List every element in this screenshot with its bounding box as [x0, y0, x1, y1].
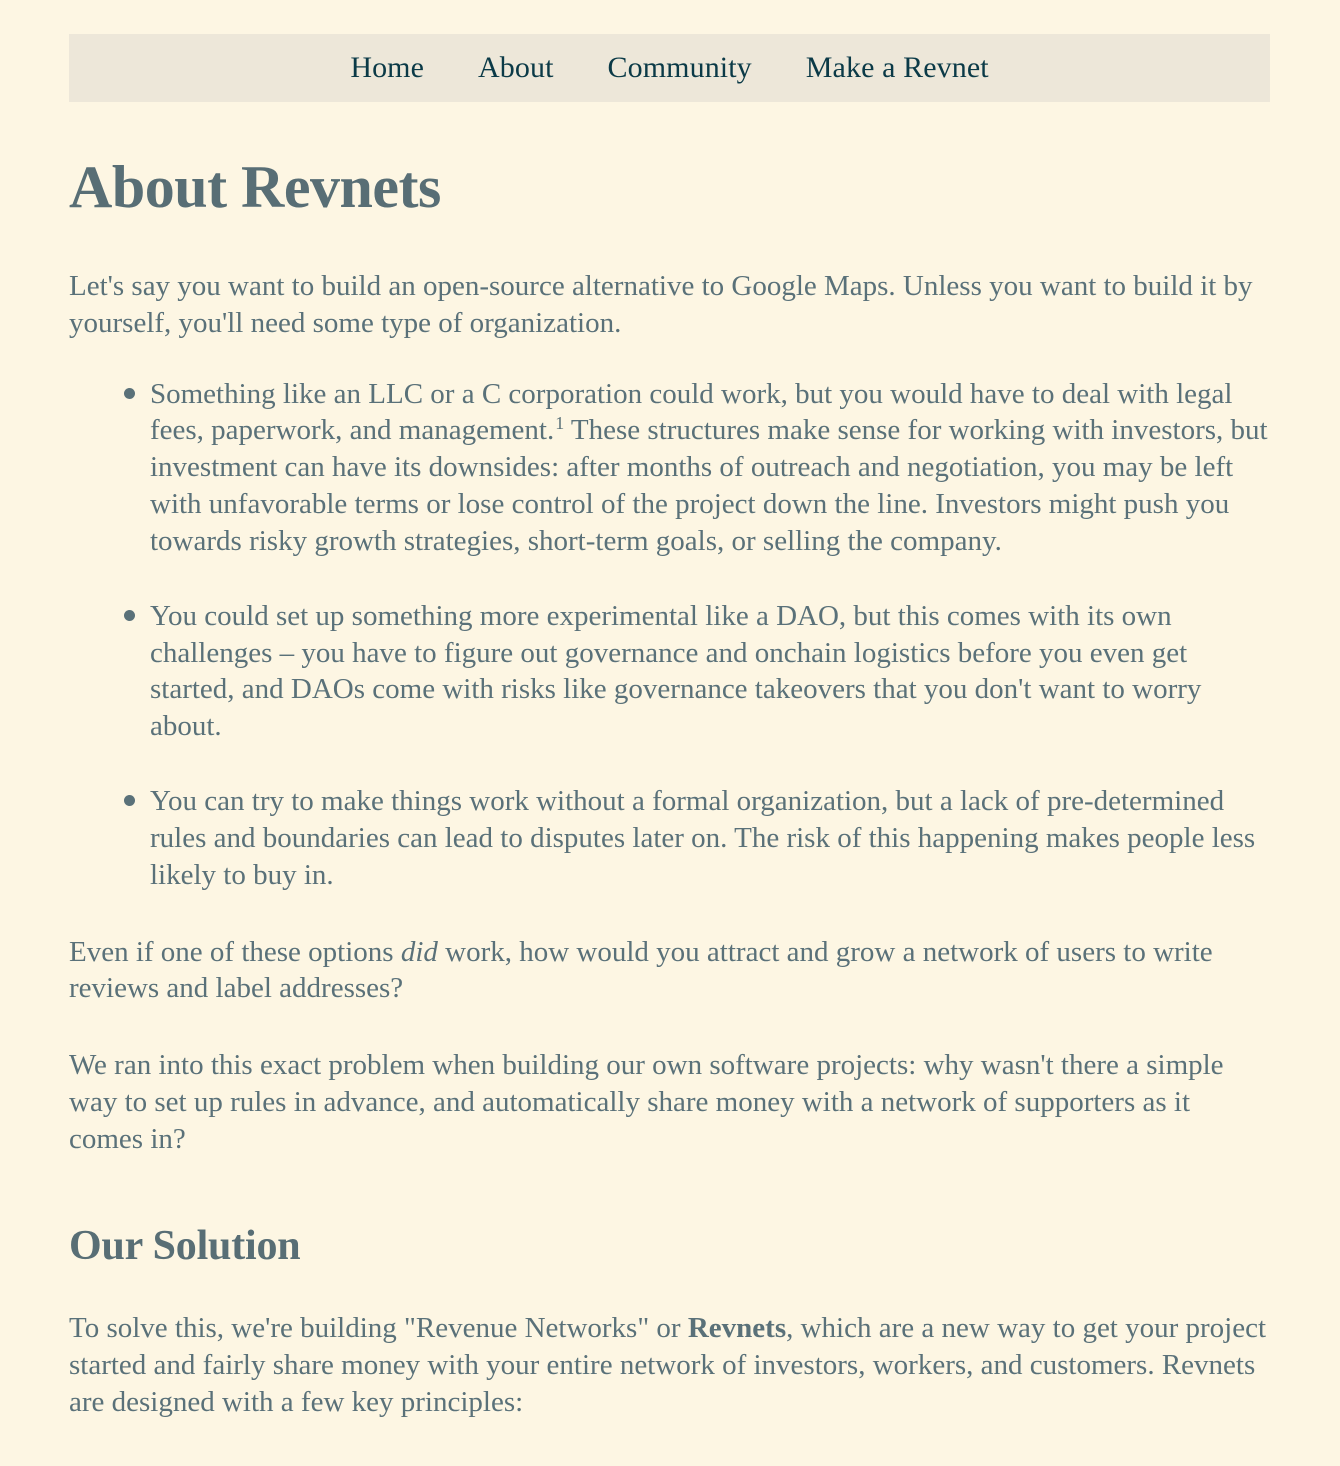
bullet-text-part: Something like an LLC or a C corporation could work, but you would have to deal with legal fees, paperwork, and management.: [150, 377, 1233, 447]
intro-paragraph: Let's say you want to build an open-source alternative to Google Maps. Unless you want to build it by yourself, you'll need some type of organization.: [69, 270, 1253, 339]
problem-bullet-list: [69, 376, 1270, 894]
list-item: [69, 783, 1270, 893]
bullet-text-part: You can try to make things work without a formal organization, but a lack of pre-determined rules and boundaries can lead to disputes later on. The risk of this happening makes people less likely to buy in.: [150, 785, 1256, 891]
page-title: About Revnets: [69, 154, 441, 220]
nav-link-community[interactable]: Community: [607, 51, 752, 84]
paragraph-text-part: Even if one of these options: [69, 935, 401, 968]
even-if-paragraph: [69, 934, 1270, 1008]
article-content: [69, 102, 1270, 1421]
section-heading-our-solution: Our Solution: [69, 1222, 301, 1269]
paragraph-text-part: work, how would you attract and grow a network of users to write reviews and label addresses?: [69, 935, 1213, 1005]
main-navigation: [69, 34, 1270, 102]
bullet-marker-icon: [124, 795, 135, 806]
list-item: [69, 376, 1270, 560]
nav-link-about[interactable]: About: [478, 51, 554, 84]
nav-link-home[interactable]: Home: [350, 51, 425, 84]
nav-item-community: [581, 53, 779, 83]
paragraph-text-part: , which are a new way to get your project started and fairly share money with your entire network of investors, workers, and customers. Revnets are designed with a few key principles:: [69, 1312, 1267, 1418]
paragraph-text-part: To solve this, we're building "Revenue Networks" or: [69, 1312, 688, 1345]
nav-item-home: [323, 53, 451, 83]
footnote-reference[interactable]: 1: [555, 412, 565, 433]
nav-link-make-a-revnet[interactable]: Make a Revnet: [805, 51, 989, 84]
bullet-marker-icon: [124, 610, 135, 621]
list-item: [69, 598, 1270, 745]
nav-item-about: [451, 53, 581, 83]
strong-revnets: Revnets: [687, 1312, 787, 1345]
bullet-text-part: You could set up something more experimental like a DAO, but this comes with its own challenges – you have to figure out governance and onchain logistics before you even get started, and DAOs come with risks like governance takeovers that you don't want to worry about.: [150, 599, 1202, 743]
page-root: [0, 34, 1340, 1421]
bullet-marker-icon: [124, 388, 135, 399]
nav-item-make-a-revnet: [779, 53, 1016, 83]
bullet-text-part: These structures make sense for working with investors, but investment can have its downsides: after months of outreach and negotiation, you may be left with unfavorable terms or lose control of the project down the line. Investors might push you towards risky growth strategies, short-term goals, or selling the company.: [150, 414, 1268, 557]
we-ran-into-paragraph: We ran into this exact problem when building our own software projects: why wasn't there a simple way to set up rules in advance, and automatically share money with a network of supporters as it comes in?: [69, 1049, 1224, 1155]
emphasis-did: did: [400, 935, 438, 968]
solution-paragraph: [69, 1310, 1270, 1420]
nav-list: [323, 53, 1015, 83]
